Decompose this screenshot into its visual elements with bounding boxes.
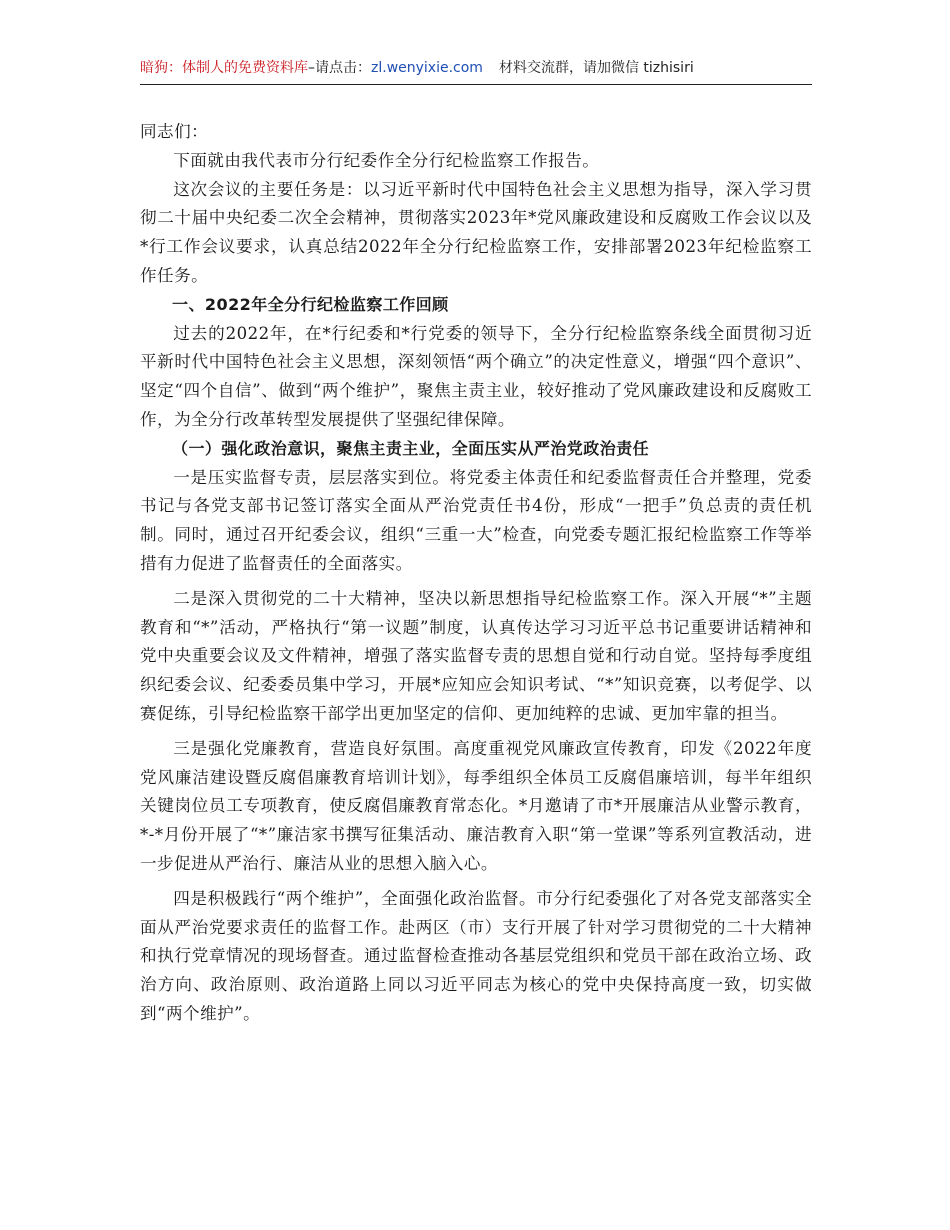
task-paragraph: 这次会议的主要任务是：以习近平新时代中国特色社会主义思想为指导，深入学习贯彻二十届中央纪委二次全会精神，贯彻落实2023年*党风廉政建设和反腐败工作会议以及*行工作会议要求，认真总结2022年全分行纪检监察工作，安排部署2023年纪检监察工作任务。 — [140, 179, 812, 285]
click-prompt: –请点击： — [308, 60, 371, 76]
item-paragraph-2: 二是深入贯彻党的二十大精神，坚决以新思想指导纪检监察工作。深入开展“*”主题教育和“*”活动，严格执行“第一议题”制度，认真传达学习习近平总书记重要讲话精神和党中央重要会议及文件精神，增强了落实监督专责的思想自觉和行动自觉。坚持每季度组织纪委会议、纪委委员集中学习，开展*应知应会知识考试、“*”知识竞赛，以考促学、以赛促练，引导纪检监察干部学出更加坚定的信仰、更加纯粹的忠诚、更加牢靠的担当。 — [140, 588, 812, 723]
site-name: 暗狗：体制人的免费资料库 — [140, 60, 308, 76]
section-heading: 一、2022年全分行纪检监察工作回顾 — [172, 294, 449, 314]
page-header — [140, 58, 812, 85]
contact-note: 材料交流群，请加微信 tizhisiri — [498, 60, 694, 76]
salutation: 同志们： — [140, 122, 209, 141]
item-paragraph-1: 一是压实监督专责，层层落实到位。将党委主体责任和纪委监督责任合并整理，党委书记与各党支部书记签订落实全面从严治党责任书4份，形成“一把手”负总责的责任机制。同时，通过召开纪委会议，组织“三重一大”检查，向党委专题汇报纪检监察工作等举措有力促进了监督责任的全面落实。 — [140, 467, 812, 573]
document-body — [140, 118, 812, 1029]
section-intro-paragraph: 过去的2022年，在*行纪委和*行党委的领导下，全分行纪检监察条线全面贯彻习近平新时代中国特色社会主义思想，深刻领悟“两个确立”的决定性意义，增强“四个意识”、坚定“四个自信”、做到“两个维护”，聚焦主责主业，较好推动了党风廉政建设和反腐败工作，为全分行改革转型发展提供了坚强纪律保障。 — [140, 323, 812, 429]
intro-paragraph: 下面就由我代表市分行纪委作全分行纪检监察工作报告。 — [173, 150, 600, 170]
item-paragraph-4: 四是积极践行“两个维护”，全面强化政治监督。市分行纪委强化了对各党支部落实全面从严治党要求责任的监督工作。赴两区（市）支行开展了针对学习贯彻党的二十大精神和执行党章情况的现场督查。通过监督检查推动各基层党组织和党员干部在政治立场、政治方向、政治原则、政治道路上同以习近平同志为核心的党中央保持高度一致，切实做到“两个维护”。 — [140, 888, 812, 1023]
subsection-heading: （一）强化政治意识，聚焦主责主业，全面压实从严治党政治责任 — [172, 438, 650, 458]
site-url-link[interactable]: zl.wenyixie.com — [371, 60, 483, 76]
item-paragraph-3: 三是强化党廉教育，营造良好氛围。高度重视党风廉政宣传教育，印发《2022年度党风廉洁建设暨反腐倡廉教育培训计划》，每季组织全体员工反腐倡廉培训，每半年组织关键岗位员工专项教育，使反腐倡廉教育常态化。*月邀请了市*开展廉洁从业警示教育，*-*月份开展了“*”廉洁家书撰写征集活动、廉洁教育入职“第一堂课”等系列宣教活动，进一步促进从严治行、廉洁从业的思想入脑入心。 — [140, 738, 812, 873]
